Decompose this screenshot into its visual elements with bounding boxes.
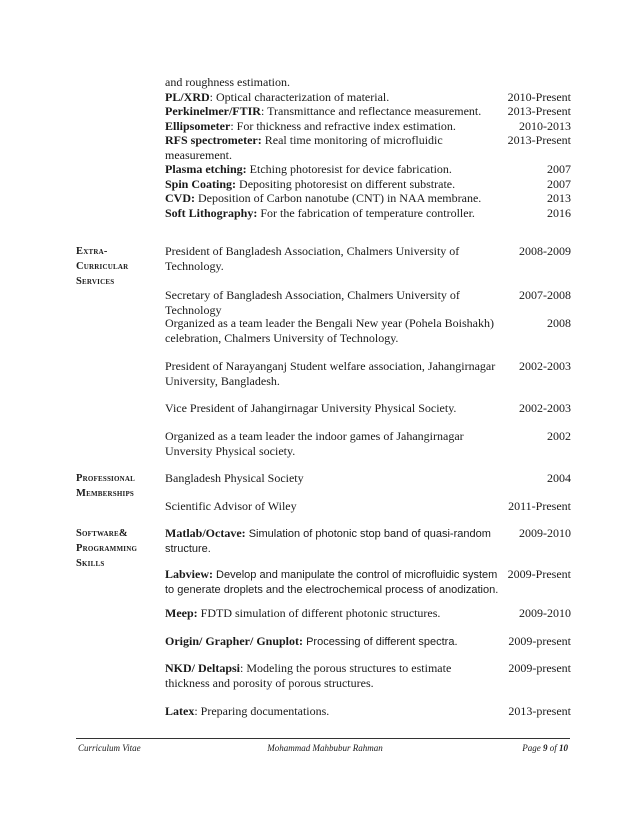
footer-divider xyxy=(76,738,570,739)
footer-document-title: Curriculum Vitae xyxy=(78,743,141,753)
cv-page: and roughness estimation. PL/XRD: Optical characterization of material. 2010-Present Perkinelmer/FTIR: Transmittance and reflectance measurement. 2013-Present Ellipsometer: For thickness and refractive index estimation. 2010-2013 RFS spectrometer: Real time monitoring of microfluidic measurement. 2013-Present Plasma etching: Etching photoresist for device fabrication. 2007 Spin Coating: Depositing photoresist on different substrate. 2007 CVD: Deposition of Carbon nanotube (CNT) in NAA membrane. 2013 Soft Lithography: For the fabrication of temperature controller. 2016 Extra- Curricular Services President of Bangladesh Association, Chalmers University of Technology. 2008-2009 Secretary of Bangladesh Association, Chalmers University of Technology 2007-2008 Organized as a team leader the Bengali New year (Pohela Boishakh) celebration, Chalmers University of Technology. 2008 President of Narayanganj Student welfare association, Jahangirnagar University, Bangladesh. 2002-2003 Vice President of Jahangirnagar University Physical Society. 2002-2003 Organized as a team leader the indoor games of Jahangirnagar Unversity Physical society. 2002 Professional Memberships Bangladesh Physical Society 2004 Scientific Advisor of Wiley 2011-Present Software& Programming Skills Matlab/Octave: Simulation of photonic stop band of quasi-random structure. 2009-2010 Labview: Develop and manipulate the control of microfluidic system to generate droplets and the electrochemical process of anodization. 2009-Present Meep: FDTD simulation of different photonic structures. 2009-2010 Origin/ Grapher/ Gnuplot: Processing of different spectra. 2009-present NKD/ Deltapsi: Modeling the porous structures to estimate thickness and porosity of porous structures. 2009-present Latex: Preparing documentations. 2013-present Curriculum Vitae Mohammad Mahbubur Rahman Page 9 of 10 xyxy=(76,75,571,753)
section-label-professional-memberships: Professional Memberships xyxy=(76,473,135,499)
section-label-extra-curricular: Extra- Curricular Services xyxy=(76,246,129,287)
section-label-software-skills: Software& Programming Skills xyxy=(76,528,138,569)
footer-author-name: Mohammad Mahbubur Rahman xyxy=(267,743,383,753)
footer-page-number: Page 9 of 10 xyxy=(522,743,568,753)
